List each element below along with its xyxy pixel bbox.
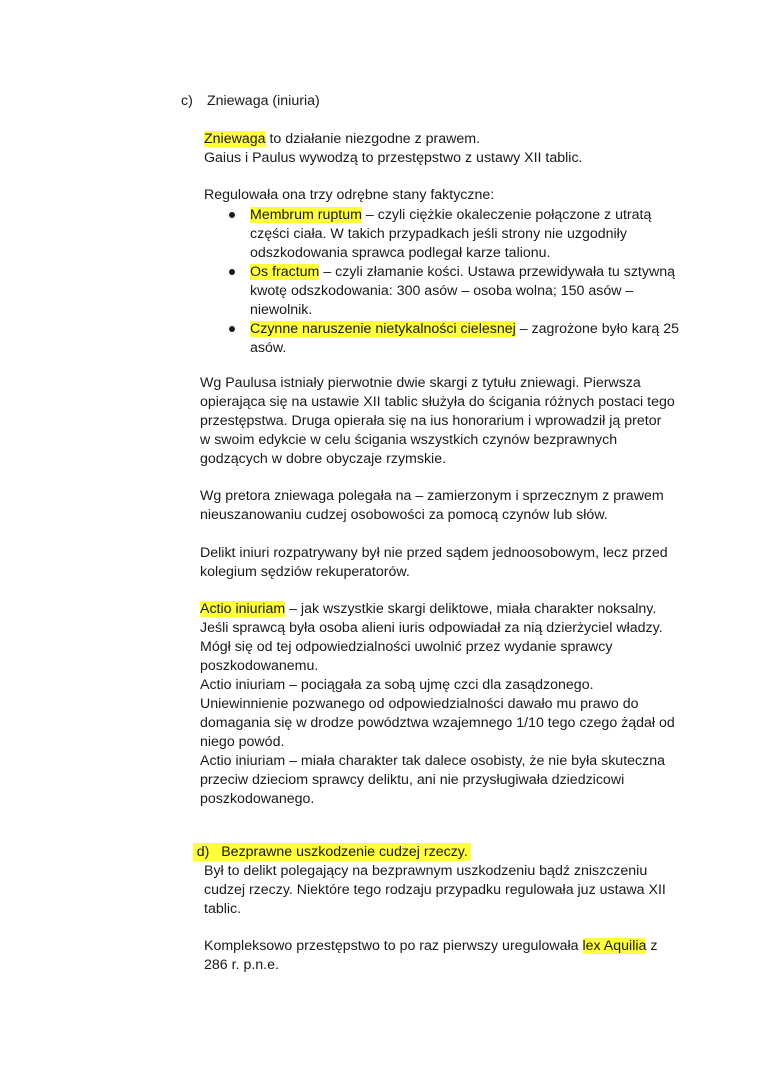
bullet-text: części ciała. W takich przypadkach jeśli strony nie uzgodniły — [250, 226, 627, 242]
bullet-text: asów. — [250, 340, 287, 356]
text-line: poszkodowanemu. — [200, 658, 319, 674]
section-c-heading — [181, 92, 320, 111]
paragraph-section-d-2 — [204, 937, 657, 975]
intro-line-1-rest: to działanie niezgodne z prawem. — [265, 131, 481, 147]
bullet-text: niewolnik. — [250, 302, 313, 318]
text-line: Actio iniuriam – miała charakter tak dalece osobisty, że nie była skuteczna — [200, 753, 665, 769]
term-actio-iniuriam: Actio iniuriam — [200, 601, 286, 617]
intro-line-1 — [204, 130, 480, 149]
text-line-rest: – jak wszystkie skargi deliktowe, miała charakter noksalny. — [285, 601, 657, 617]
list-item — [229, 206, 689, 263]
term-lex-aquilia: lex Aquilia — [582, 938, 647, 954]
bullet-icon — [229, 326, 235, 332]
bullet-text: – czyli złamanie kości. Ustawa przewidywała tu sztywną — [319, 264, 675, 280]
paragraph-actio — [200, 600, 675, 809]
intro-line-2: Gaius i Paulus wywodzą to przestępstwo z ustawy XII tablic. — [204, 150, 583, 166]
term-os-fractum: Os fractum — [250, 264, 320, 280]
text-line-end: z — [646, 938, 658, 954]
text-line: domagania się w drodze powództwa wzajemnego 1/10 tego czego żądał od — [200, 715, 675, 731]
text-line: Był to delikt polegający na bezprawnym uszkodzeniu bądź zniszczeniu — [204, 863, 648, 879]
paragraph-pretor — [200, 487, 664, 525]
text-line: Delikt iniuri rozpatrywany był nie przed sądem jednoosobowym, lecz przed — [200, 545, 668, 561]
text-line: niego powód. — [200, 734, 285, 750]
list-item — [229, 320, 689, 358]
text-line — [200, 600, 675, 619]
term-membrum-ruptum: Membrum ruptum — [250, 207, 362, 223]
regulated-lead: Regulowała ona trzy odrębne stany faktyczne: — [204, 187, 495, 203]
text-line: Uniewinnienie pozwanego od odpowiedzialności dawało mu prawo do — [200, 696, 639, 712]
list-item — [229, 263, 689, 320]
paragraph-paulus — [200, 374, 675, 469]
bullet-text: – zagrożone było karą 25 — [515, 321, 680, 337]
text-line: Actio iniuriam – pociągała za sobą ujmę czci dla zasądzonego. — [200, 677, 594, 693]
bullet-icon — [229, 212, 235, 218]
text-line: nieuszanowaniu cudzej osobowości za pomocą czynów lub słów. — [200, 507, 608, 523]
paragraph-delikt — [200, 544, 668, 582]
section-c-label: c) — [181, 93, 193, 109]
text-line: w swoim edykcie w celu ścigania wszystkich czynów bezprawnych — [200, 432, 618, 448]
text-line: cudzej rzeczy. Niektóre tego rodzaju przypadku regulowała juz ustawa XII — [204, 882, 666, 898]
bullet-text: kwotę odszkodowania: 300 asów – osoba wolna; 150 asów – — [250, 283, 634, 299]
text-line — [204, 937, 657, 956]
bullet-icon — [229, 269, 235, 275]
text-line: Jeśli sprawcą była osoba alieni iuris odpowiadał za nią dzierżyciel władzy. — [200, 620, 663, 636]
text-line: poszkodowanego. — [200, 791, 315, 807]
term-zniewaga: Zniewaga — [204, 131, 266, 147]
text-line: Wg pretora zniewaga polegała na – zamierzonym i sprzecznym z prawem — [200, 488, 664, 504]
text-line: Wg Paulusa istniały pierwotnie dwie skargi z tytułu zniewagi. Pierwsza — [200, 375, 641, 391]
section-c-title: Zniewaga (iniuria) — [206, 93, 320, 109]
text-line: 286 r. p.n.e. — [204, 957, 279, 973]
text-line: Mógł się od tej odpowiedzialności uwolnić przez wydanie sprawcy — [200, 639, 613, 655]
text-line: kolegium sędziów rekuperatorów. — [200, 564, 410, 580]
bullet-text: – czyli ciężkie okaleczenie połączone z utratą — [361, 207, 652, 223]
text-line-start: Kompleksowo przestępstwo to po raz pierwszy uregulowała — [204, 938, 583, 954]
text-line: przestępstwa. Druga opierała się na ius honorarium i wprowadził ją pretor — [200, 413, 662, 429]
section-d-title: d) Bezprawne uszkodzenie cudzej rzeczy. — [193, 843, 471, 861]
text-line: godzących w dobre obyczaje rzymskie. — [200, 451, 447, 467]
bullet-text: odszkodowania sprawca podlegał karze talionu. — [250, 245, 551, 261]
facts-list — [229, 206, 689, 358]
paragraph-section-d-1 — [204, 862, 666, 919]
text-line: tablic. — [204, 901, 242, 917]
text-line: opierająca się na ustawie XII tablic służyła do ścigania różnych postaci tego — [200, 394, 675, 410]
text-line: przeciw dzieciom sprawcy deliktu, ani nie przysługiwała dziedzicowi — [200, 772, 625, 788]
term-czynne-naruszenie: Czynne naruszenie nietykalności cielesnej — [250, 321, 516, 337]
